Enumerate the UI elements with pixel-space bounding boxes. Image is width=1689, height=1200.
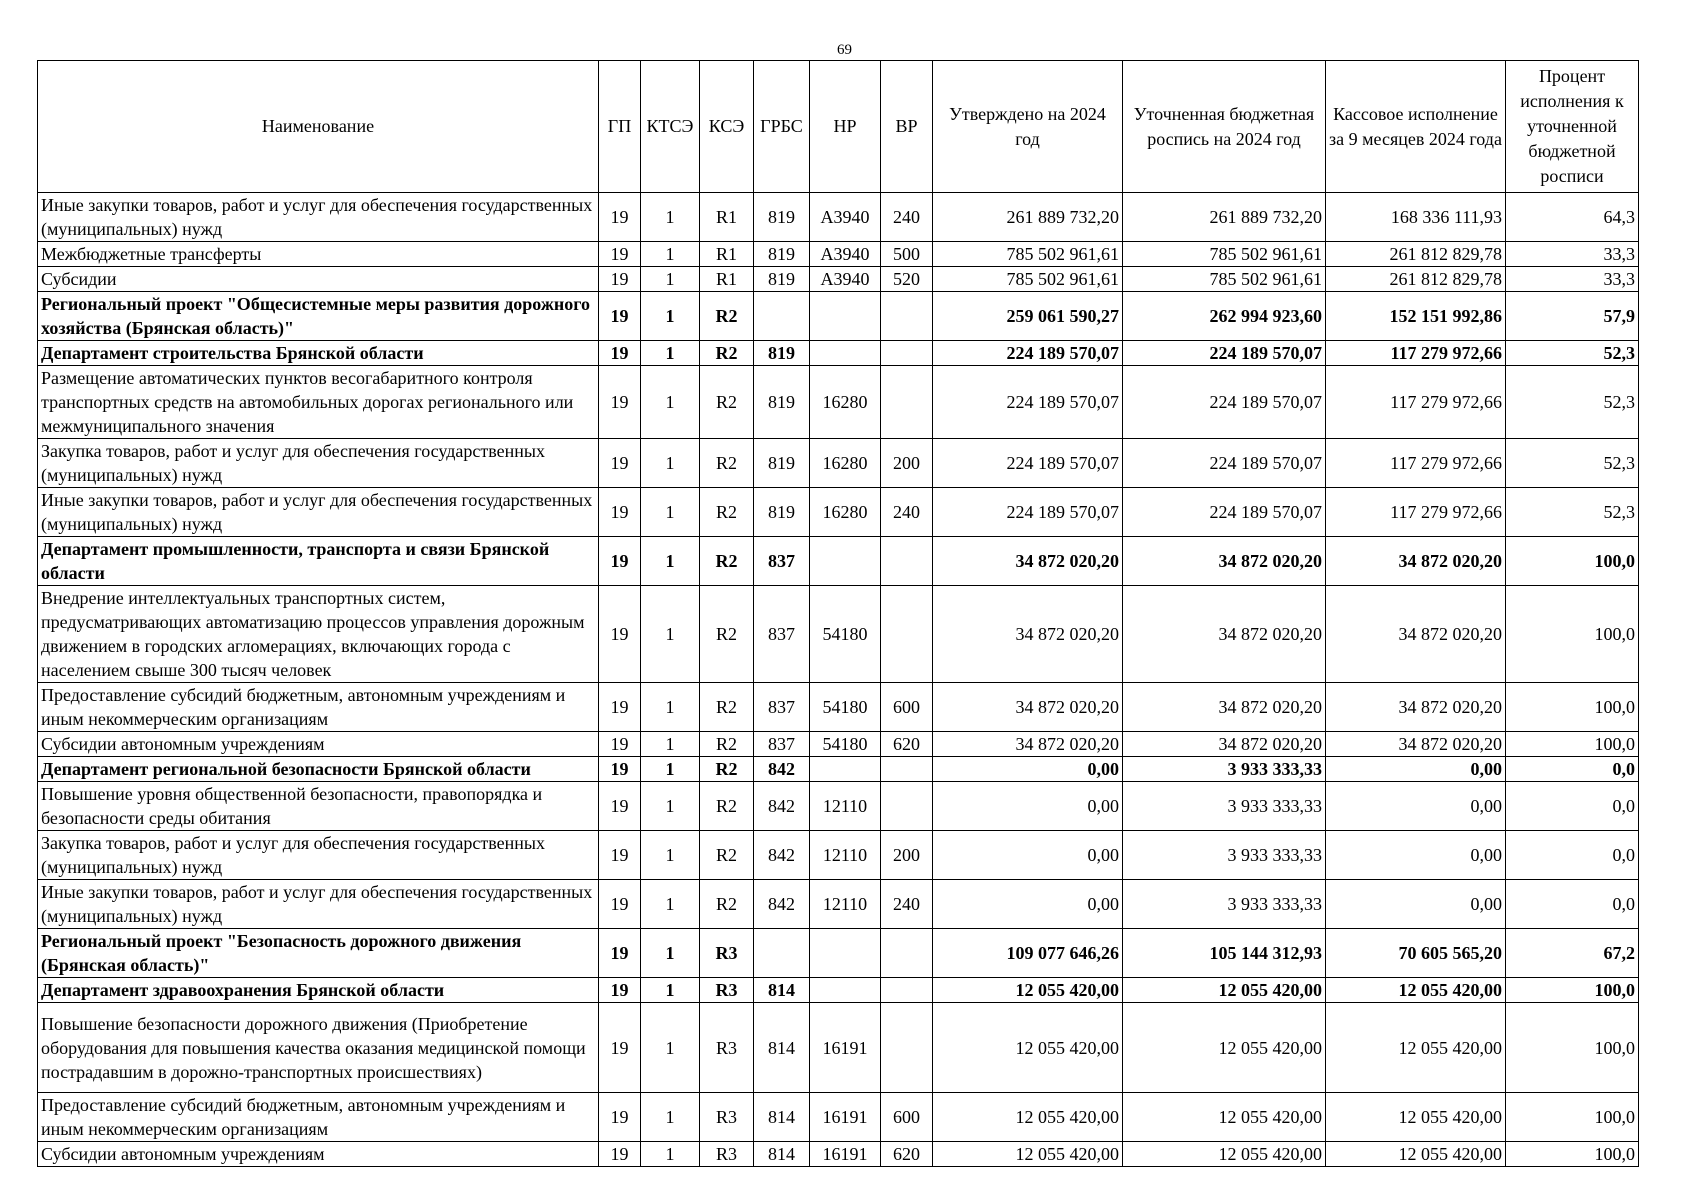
cell-vr [881,292,933,341]
cell-name: Департамент региональной безопасности Брянской области [38,757,599,782]
cell-nr: 16280 [810,439,881,488]
cell-gp: 19 [599,366,641,439]
cell-percent: 100,0 [1506,732,1639,757]
col-header-gp: ГП [599,61,641,193]
table-row [38,488,1639,537]
table-row-section [38,929,1639,978]
cell-grbs: 814 [754,1093,810,1142]
cell-name: Повышение безопасности дорожного движения (Приобретение оборудования для повышения качества оказания медицинской помощи пострадавшим в дорожно-транспортных происшествиях) [38,1003,599,1093]
cell-name: Иные закупки товаров, работ и услуг для обеспечения государственных (муниципальных) нужд [38,488,599,537]
cell-name: Закупка товаров, работ и услуг для обеспечения государственных (муниципальных) нужд [38,831,599,880]
cell-cash: 70 605 565,20 [1326,929,1506,978]
table-row [38,586,1639,683]
cell-cash: 117 279 972,66 [1326,488,1506,537]
cell-ktse: 1 [641,782,700,831]
cell-percent: 52,3 [1506,439,1639,488]
cell-cash: 117 279 972,66 [1326,366,1506,439]
cell-gp: 19 [599,683,641,732]
cell-name: Региональный проект "Общесистемные меры развития дорожного хозяйства (Брянская область)" [38,292,599,341]
table-row [38,366,1639,439]
cell-nr: 12110 [810,831,881,880]
table-row [38,1142,1639,1167]
cell-refined: 3 933 333,33 [1123,757,1326,782]
cell-kse: R1 [700,242,754,267]
col-header-vr: ВР [881,61,933,193]
cell-vr: 620 [881,1142,933,1167]
cell-grbs: 842 [754,782,810,831]
col-header-percent: Процент исполнения к уточненной бюджетной росписи [1506,61,1639,193]
cell-gp: 19 [599,880,641,929]
cell-gp: 19 [599,341,641,366]
cell-ktse: 1 [641,683,700,732]
cell-approved: 0,00 [933,757,1123,782]
col-header-nr: НР [810,61,881,193]
table-row-section [38,537,1639,586]
cell-grbs: 819 [754,242,810,267]
col-header-cash: Кассовое исполнение за 9 месяцев 2024 года [1326,61,1506,193]
cell-gp: 19 [599,267,641,292]
cell-percent: 67,2 [1506,929,1639,978]
cell-percent: 52,3 [1506,488,1639,537]
cell-grbs: 814 [754,1003,810,1093]
cell-grbs: 814 [754,978,810,1003]
cell-approved: 224 189 570,07 [933,341,1123,366]
cell-gp: 19 [599,732,641,757]
cell-approved: 34 872 020,20 [933,683,1123,732]
col-header-approved: Утверждено на 2024 год [933,61,1123,193]
cell-gp: 19 [599,978,641,1003]
cell-ktse: 1 [641,242,700,267]
cell-refined: 224 189 570,07 [1123,366,1326,439]
cell-nr: 12110 [810,782,881,831]
table-row-section [38,757,1639,782]
cell-kse: R3 [700,978,754,1003]
cell-nr [810,292,881,341]
cell-cash: 0,00 [1326,831,1506,880]
table-row-section [38,292,1639,341]
cell-name: Субсидии автономным учреждениям [38,732,599,757]
cell-refined: 12 055 420,00 [1123,1093,1326,1142]
cell-approved: 259 061 590,27 [933,292,1123,341]
cell-nr [810,929,881,978]
cell-name: Размещение автоматических пунктов весогабаритного контроля транспортных средств на автомобильных дорогах регионального или межмуниципального значения [38,366,599,439]
cell-name: Предоставление субсидий бюджетным, автономным учреждениям и иным некоммерческим организациям [38,1093,599,1142]
cell-nr: 54180 [810,683,881,732]
cell-refined: 12 055 420,00 [1123,1003,1326,1093]
cell-gp: 19 [599,488,641,537]
page-number: 69 [837,42,852,58]
cell-vr [881,978,933,1003]
cell-grbs: 842 [754,831,810,880]
cell-ktse: 1 [641,292,700,341]
cell-nr: 16191 [810,1093,881,1142]
cell-gp: 19 [599,1003,641,1093]
cell-gp: 19 [599,929,641,978]
cell-gp: 19 [599,831,641,880]
cell-kse: R2 [700,488,754,537]
cell-percent: 100,0 [1506,1093,1639,1142]
col-header-refined: Уточненная бюджетная роспись на 2024 год [1123,61,1326,193]
cell-kse: R2 [700,880,754,929]
cell-kse: R1 [700,193,754,242]
cell-refined: 3 933 333,33 [1123,831,1326,880]
cell-kse: R3 [700,929,754,978]
cell-approved: 785 502 961,61 [933,267,1123,292]
col-header-name: Наименование [38,61,599,193]
cell-percent: 0,0 [1506,880,1639,929]
cell-gp: 19 [599,537,641,586]
cell-name: Департамент промышленности, транспорта и связи Брянской области [38,537,599,586]
cell-nr: А3940 [810,267,881,292]
table-row [38,782,1639,831]
cell-name: Субсидии [38,267,599,292]
cell-gp: 19 [599,586,641,683]
cell-name: Предоставление субсидий бюджетным, автономным учреждениям и иным некоммерческим организациям [38,683,599,732]
cell-name: Внедрение интеллектуальных транспортных систем, предусматривающих автоматизацию процессов управления дорожным движением в городских агломерациях, включающих города с населением свыше 300 тысяч человек [38,586,599,683]
cell-approved: 261 889 732,20 [933,193,1123,242]
cell-kse: R2 [700,292,754,341]
cell-name: Иные закупки товаров, работ и услуг для обеспечения государственных (муниципальных) нужд [38,880,599,929]
cell-kse: R2 [700,341,754,366]
cell-kse: R2 [700,782,754,831]
cell-approved: 0,00 [933,831,1123,880]
cell-cash: 117 279 972,66 [1326,341,1506,366]
cell-gp: 19 [599,757,641,782]
cell-refined: 34 872 020,20 [1123,537,1326,586]
table-row [38,831,1639,880]
cell-vr: 200 [881,439,933,488]
cell-approved: 0,00 [933,880,1123,929]
cell-percent: 100,0 [1506,1142,1639,1167]
cell-approved: 224 189 570,07 [933,488,1123,537]
cell-ktse: 1 [641,366,700,439]
cell-nr: 12110 [810,880,881,929]
cell-grbs: 842 [754,757,810,782]
cell-grbs: 819 [754,488,810,537]
cell-ktse: 1 [641,831,700,880]
table-row-section [38,341,1639,366]
cell-refined: 105 144 312,93 [1123,929,1326,978]
cell-ktse: 1 [641,1093,700,1142]
cell-refined: 224 189 570,07 [1123,341,1326,366]
cell-ktse: 1 [641,978,700,1003]
cell-grbs: 837 [754,586,810,683]
cell-name: Иные закупки товаров, работ и услуг для обеспечения государственных (муниципальных) нужд [38,193,599,242]
cell-ktse: 1 [641,586,700,683]
cell-refined: 261 889 732,20 [1123,193,1326,242]
cell-kse: R2 [700,439,754,488]
cell-gp: 19 [599,1142,641,1167]
cell-refined: 224 189 570,07 [1123,439,1326,488]
cell-cash: 12 055 420,00 [1326,1093,1506,1142]
cell-gp: 19 [599,193,641,242]
cell-ktse: 1 [641,732,700,757]
cell-approved: 12 055 420,00 [933,1003,1123,1093]
cell-approved: 34 872 020,20 [933,586,1123,683]
cell-grbs: 819 [754,193,810,242]
budget-table [37,60,1639,1167]
cell-cash: 12 055 420,00 [1326,1003,1506,1093]
cell-vr: 620 [881,732,933,757]
cell-percent: 52,3 [1506,366,1639,439]
cell-refined: 34 872 020,20 [1123,683,1326,732]
cell-kse: R2 [700,586,754,683]
cell-vr [881,366,933,439]
cell-approved: 785 502 961,61 [933,242,1123,267]
cell-cash: 261 812 829,78 [1326,267,1506,292]
cell-nr [810,341,881,366]
cell-percent: 64,3 [1506,193,1639,242]
cell-ktse: 1 [641,929,700,978]
cell-approved: 34 872 020,20 [933,732,1123,757]
cell-ktse: 1 [641,537,700,586]
table-row [38,1003,1639,1093]
cell-cash: 12 055 420,00 [1326,978,1506,1003]
cell-cash: 0,00 [1326,880,1506,929]
cell-kse: R1 [700,267,754,292]
cell-percent: 100,0 [1506,537,1639,586]
cell-vr [881,341,933,366]
cell-cash: 152 151 992,86 [1326,292,1506,341]
cell-name: Региональный проект "Безопасность дорожного движения (Брянская область)" [38,929,599,978]
cell-name: Субсидии автономным учреждениям [38,1142,599,1167]
cell-percent: 57,9 [1506,292,1639,341]
cell-kse: R3 [700,1093,754,1142]
cell-percent: 0,0 [1506,831,1639,880]
cell-approved: 224 189 570,07 [933,366,1123,439]
cell-vr: 600 [881,1093,933,1142]
cell-refined: 3 933 333,33 [1123,880,1326,929]
cell-refined: 224 189 570,07 [1123,488,1326,537]
cell-vr [881,929,933,978]
cell-cash: 261 812 829,78 [1326,242,1506,267]
col-header-grbs: ГРБС [754,61,810,193]
cell-grbs: 819 [754,366,810,439]
cell-nr: 54180 [810,732,881,757]
table-row [38,880,1639,929]
cell-gp: 19 [599,782,641,831]
cell-grbs [754,929,810,978]
cell-cash: 168 336 111,93 [1326,193,1506,242]
cell-cash: 34 872 020,20 [1326,683,1506,732]
cell-nr [810,537,881,586]
cell-approved: 12 055 420,00 [933,1142,1123,1167]
cell-vr [881,757,933,782]
cell-vr: 200 [881,831,933,880]
cell-grbs [754,292,810,341]
cell-ktse: 1 [641,267,700,292]
table-row [38,1093,1639,1142]
table-row [38,267,1639,292]
cell-ktse: 1 [641,341,700,366]
cell-kse: R3 [700,1142,754,1167]
cell-vr [881,537,933,586]
cell-approved: 12 055 420,00 [933,1093,1123,1142]
cell-refined: 34 872 020,20 [1123,586,1326,683]
cell-approved: 109 077 646,26 [933,929,1123,978]
col-header-ktse: КТСЭ [641,61,700,193]
cell-nr: 54180 [810,586,881,683]
cell-vr: 240 [881,880,933,929]
cell-ktse: 1 [641,880,700,929]
cell-percent: 100,0 [1506,978,1639,1003]
cell-refined: 785 502 961,61 [1123,267,1326,292]
cell-gp: 19 [599,292,641,341]
table-row [38,242,1639,267]
cell-refined: 12 055 420,00 [1123,978,1326,1003]
cell-vr: 240 [881,193,933,242]
cell-kse: R2 [700,732,754,757]
cell-grbs: 819 [754,267,810,292]
cell-cash: 34 872 020,20 [1326,586,1506,683]
table-row [38,683,1639,732]
cell-name: Межбюджетные трансферты [38,242,599,267]
cell-cash: 34 872 020,20 [1326,732,1506,757]
cell-nr: 16280 [810,366,881,439]
cell-approved: 0,00 [933,782,1123,831]
cell-percent: 100,0 [1506,683,1639,732]
cell-grbs: 819 [754,439,810,488]
cell-nr: А3940 [810,193,881,242]
cell-approved: 224 189 570,07 [933,439,1123,488]
cell-gp: 19 [599,242,641,267]
cell-ktse: 1 [641,757,700,782]
cell-kse: R2 [700,683,754,732]
cell-percent: 52,3 [1506,341,1639,366]
table-row [38,732,1639,757]
table-header-row [38,61,1639,193]
cell-vr: 500 [881,242,933,267]
cell-approved: 12 055 420,00 [933,978,1123,1003]
cell-percent: 100,0 [1506,1003,1639,1093]
cell-percent: 100,0 [1506,586,1639,683]
cell-grbs: 842 [754,880,810,929]
cell-cash: 12 055 420,00 [1326,1142,1506,1167]
cell-vr [881,782,933,831]
cell-refined: 262 994 923,60 [1123,292,1326,341]
cell-cash: 0,00 [1326,757,1506,782]
cell-ktse: 1 [641,439,700,488]
cell-name: Департамент строительства Брянской области [38,341,599,366]
cell-grbs: 837 [754,732,810,757]
cell-cash: 117 279 972,66 [1326,439,1506,488]
cell-nr: 16191 [810,1142,881,1167]
cell-vr [881,586,933,683]
cell-gp: 19 [599,439,641,488]
cell-nr: 16280 [810,488,881,537]
cell-grbs: 814 [754,1142,810,1167]
cell-vr: 240 [881,488,933,537]
cell-refined: 3 933 333,33 [1123,782,1326,831]
cell-kse: R3 [700,1003,754,1093]
cell-approved: 34 872 020,20 [933,537,1123,586]
cell-ktse: 1 [641,193,700,242]
cell-kse: R2 [700,366,754,439]
cell-nr [810,757,881,782]
cell-cash: 34 872 020,20 [1326,537,1506,586]
cell-cash: 0,00 [1326,782,1506,831]
table-row-section [38,978,1639,1003]
cell-name: Повышение уровня общественной безопасности, правопорядка и безопасности среды обитания [38,782,599,831]
cell-kse: R2 [700,537,754,586]
cell-grbs: 837 [754,537,810,586]
cell-ktse: 1 [641,1003,700,1093]
cell-kse: R2 [700,831,754,880]
cell-ktse: 1 [641,488,700,537]
cell-percent: 33,3 [1506,242,1639,267]
cell-refined: 34 872 020,20 [1123,732,1326,757]
cell-refined: 12 055 420,00 [1123,1142,1326,1167]
cell-percent: 0,0 [1506,782,1639,831]
cell-nr: 16191 [810,1003,881,1093]
table-row [38,439,1639,488]
cell-nr [810,978,881,1003]
cell-vr [881,1003,933,1093]
cell-kse: R2 [700,757,754,782]
cell-nr: А3940 [810,242,881,267]
cell-grbs: 837 [754,683,810,732]
table-row [38,193,1639,242]
cell-percent: 33,3 [1506,267,1639,292]
cell-grbs: 819 [754,341,810,366]
cell-ktse: 1 [641,1142,700,1167]
cell-gp: 19 [599,1093,641,1142]
cell-vr: 600 [881,683,933,732]
cell-name: Закупка товаров, работ и услуг для обеспечения государственных (муниципальных) нужд [38,439,599,488]
cell-vr: 520 [881,267,933,292]
cell-name: Департамент здравоохранения Брянской области [38,978,599,1003]
col-header-kse: КСЭ [700,61,754,193]
cell-percent: 0,0 [1506,757,1639,782]
cell-refined: 785 502 961,61 [1123,242,1326,267]
